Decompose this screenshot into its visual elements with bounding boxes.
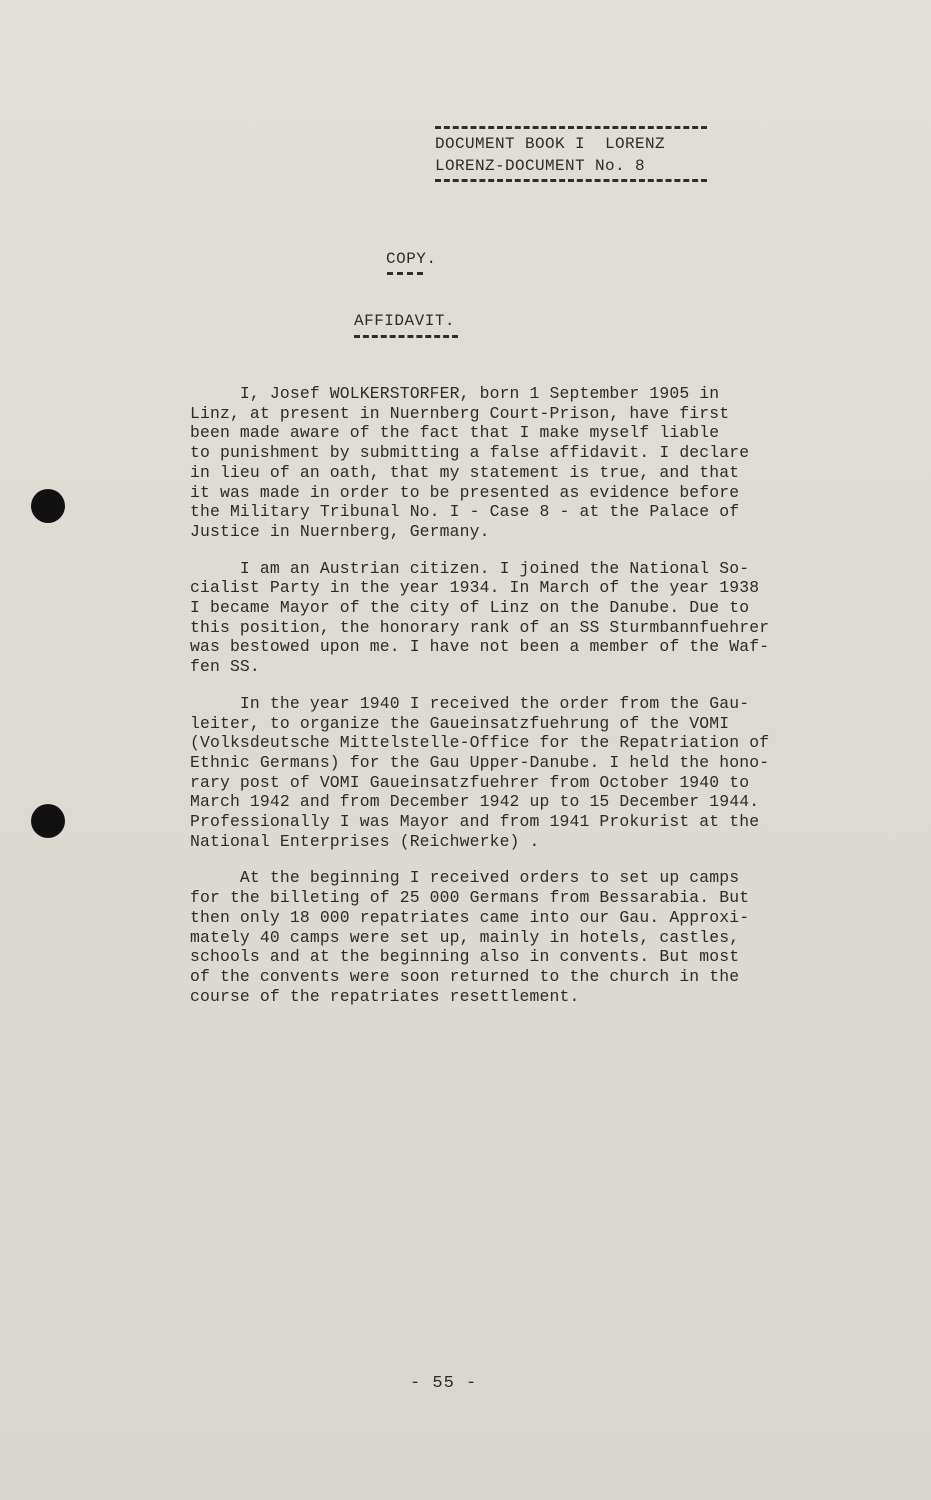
- text-line: (Volksdeutsche Mittelstelle-Office for the Repatriation of: [190, 733, 770, 753]
- title-block: [354, 312, 458, 338]
- text-line: then only 18 000 repatriates came into our Gau. Approxi-: [190, 907, 750, 927]
- header-rule-bottom: [435, 179, 707, 182]
- text-line: the Military Tribunal No. I - Case 8 - at the Palace of: [190, 502, 740, 522]
- punch-hole: [31, 489, 65, 523]
- copy-label-block: [386, 250, 437, 275]
- text-line: to punishment by submitting a false affidavit. I declare: [190, 443, 750, 463]
- text-line: March 1942 and from December 1942 up to 15 December 1944.: [190, 792, 760, 812]
- text-line: I, Josef WOLKERSTORFER, born 1 September 1905 in: [190, 384, 720, 403]
- header-rule-top: [435, 126, 707, 129]
- paragraph: [190, 559, 880, 677]
- title-underline: [354, 335, 458, 338]
- text-line: fen SS.: [190, 657, 260, 677]
- copy-label: COPY.: [386, 250, 437, 268]
- text-line: was bestowed upon me. I have not been a member of the Waf-: [190, 637, 770, 657]
- copy-underline: [387, 272, 423, 275]
- text-line: I am an Austrian citizen. I joined the National So-: [190, 558, 750, 578]
- paragraph: [190, 384, 880, 542]
- text-line: National Enterprises (Reichwerke) .: [190, 831, 540, 851]
- text-line: Professionally I was Mayor and from 1941 Prokurist at the: [190, 812, 760, 832]
- text-line: I became Mayor of the city of Linz on the Danube. Due to: [190, 598, 750, 618]
- text-line: cialist Party in the year 1934. In March of the year 1938: [190, 578, 760, 598]
- text-line: course of the repatriates resettlement.: [190, 986, 580, 1006]
- text-line: leiter, to organize the Gaueinsatzfuehrung of the VOMI: [190, 713, 730, 733]
- header-line-document-number: LORENZ-DOCUMENT No. 8: [435, 157, 646, 175]
- paragraph: [190, 694, 880, 852]
- header-line-book: DOCUMENT BOOK I LORENZ: [435, 135, 666, 153]
- text-line: In the year 1940 I received the order from the Gau-: [190, 693, 750, 713]
- page-number: - 55 -: [410, 1374, 478, 1393]
- text-line: this position, the honorary rank of an SS Sturmbannfuehrer: [190, 617, 770, 637]
- text-line: in lieu of an oath, that my statement is true, and that: [190, 462, 740, 482]
- text-line: for the billeting of 25 000 Germans from Bessarabia. But: [190, 888, 750, 908]
- text-line: it was made in order to be presented as evidence before: [190, 482, 740, 502]
- text-line: schools and at the beginning also in convents. But most: [190, 947, 740, 967]
- text-line: Ethnic Germans) for the Gau Upper-Danube. I held the hono-: [190, 752, 770, 772]
- document-title: AFFIDAVIT.: [354, 312, 456, 330]
- paragraph: [190, 868, 880, 1006]
- text-line: of the convents were soon returned to the church in the: [190, 966, 740, 986]
- text-line: Linz, at present in Nuernberg Court-Prison, have first: [190, 403, 730, 423]
- punch-hole: [31, 804, 65, 838]
- text-line: Justice in Nuernberg, Germany.: [190, 521, 490, 541]
- text-line: been made aware of the fact that I make myself liable: [190, 423, 720, 443]
- text-line: rary post of VOMI Gaueinsatzfuehrer from October 1940 to: [190, 772, 750, 792]
- affidavit-body: [190, 384, 880, 1023]
- document-header: [435, 124, 725, 186]
- text-line: At the beginning I received orders to set up camps: [190, 868, 740, 888]
- text-line: mately 40 camps were set up, mainly in hotels, castles,: [190, 927, 740, 947]
